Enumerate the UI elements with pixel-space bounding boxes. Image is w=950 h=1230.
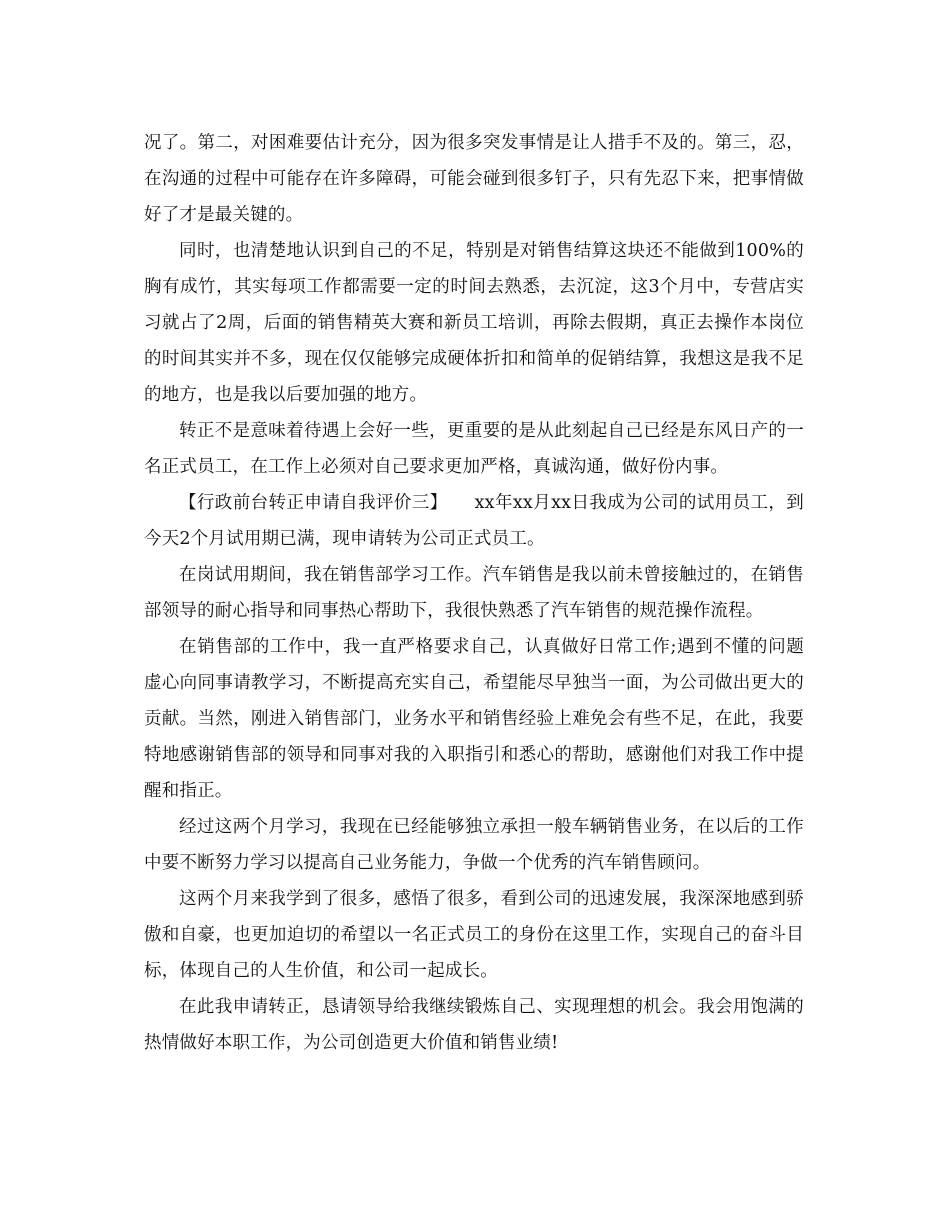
paragraph-4: 【行政前台转正申请自我评价三】 xx年xx月xx日我成为公司的试用员工，到今天2个月试用期已满，现申请转为公司正式员工。	[144, 493, 804, 549]
paragraph-3: 转正不是意味着待遇上会好一些，更重要的是从此刻起自己已经是东风日产的一名正式员工，在工作上必须对自己要求更加严格，真诚沟通，做好份内事。	[144, 421, 804, 477]
paragraph-9: 在此我申请转正，恳请领导给我继续锻炼自己、实现理想的机会。我会用饱满的热情做好本职工作，为公司创造更大价值和销售业绩!	[144, 997, 804, 1053]
paragraph-7: 经过这两个月学习，我现在已经能够独立承担一般车辆销售业务，在以后的工作中要不断努力学习以提高自己业务能力，争做一个优秀的汽车销售顾问。	[144, 817, 804, 873]
paragraph-1: 况了。第二，对困难要估计充分，因为很多突发事情是让人措手不及的。第三，忍，在沟通的过程中可能存在许多障碍，可能会碰到很多钉子，只有先忍下来，把事情做好了才是最关键的。	[144, 133, 804, 225]
paragraph-5: 在岗试用期间，我在销售部学习工作。汽车销售是我以前未曾接触过的，在销售部领导的耐心指导和同事热心帮助下，我很快熟悉了汽车销售的规范操作流程。	[144, 565, 804, 621]
paragraph-2: 同时，也清楚地认识到自己的不足，特别是对销售结算这块还不能做到100%的胸有成竹，其实每项工作都需要一定的时间去熟悉，去沉淀，这3个月中，专营店实习就占了2周，后面的销售精英大赛和新员工培训，再除去假期，真正去操作本岗位的时间其实并不多，现在仅仅能够完成硬体折扣和简单的促销结算，我想这是我不足的地方，也是我以后要加强的地方。	[144, 241, 804, 405]
document-body	[144, 125, 804, 1061]
paragraph-6: 在销售部的工作中，我一直严格要求自己，认真做好日常工作;遇到不懂的问题虚心向同事请教学习，不断提高充实自己，希望能尽早独当一面，为公司做出更大的贡献。当然，刚进入销售部门，业务水平和销售经验上难免会有些不足，在此，我要特地感谢销售部的领导和同事对我的入职指引和悉心的帮助，感谢他们对我工作中提醒和指正。	[144, 637, 804, 801]
paragraph-8: 这两个月来我学到了很多，感悟了很多，看到公司的迅速发展，我深深地感到骄傲和自豪，也更加迫切的希望以一名正式员工的身份在这里工作，实现自己的奋斗目标，体现自己的人生价值，和公司一起成长。	[144, 889, 804, 981]
